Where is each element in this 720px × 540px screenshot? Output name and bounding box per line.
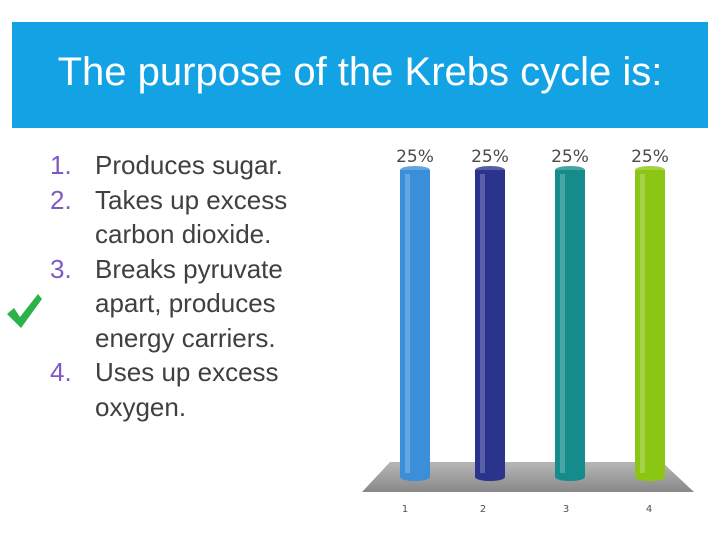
category-label-2: 2 bbox=[479, 504, 487, 515]
value-label-1: 25% bbox=[396, 147, 434, 167]
option-text: Breaks pyruvate apart, produces energy carriers. bbox=[95, 253, 283, 353]
category-label-3: 3 bbox=[562, 504, 570, 515]
category-label-4: 4 bbox=[645, 504, 653, 515]
chart-bars bbox=[400, 166, 665, 481]
answer-options-list bbox=[50, 148, 350, 424]
option-number: 2. bbox=[50, 184, 72, 215]
value-label-4: 25% bbox=[631, 147, 669, 167]
category-label-1: 1 bbox=[401, 504, 409, 515]
question-title: The purpose of the Krebs cycle is: bbox=[57, 50, 663, 94]
answer-option-4 bbox=[50, 355, 350, 424]
option-number: 1. bbox=[50, 150, 72, 180]
value-label-2: 25% bbox=[471, 147, 509, 167]
bar-4 bbox=[635, 166, 665, 481]
value-label-3: 25% bbox=[551, 147, 589, 167]
bar-2 bbox=[475, 166, 505, 481]
answer-option-2 bbox=[50, 183, 350, 252]
option-text: Takes up excess carbon dioxide. bbox=[95, 184, 288, 249]
bar-1 bbox=[400, 166, 430, 481]
chart-category-labels bbox=[402, 504, 652, 515]
option-text: Produces sugar. bbox=[95, 150, 283, 180]
chart-value-labels bbox=[396, 147, 669, 167]
bar-3 bbox=[555, 166, 585, 481]
answer-option-1 bbox=[50, 148, 350, 183]
response-bar-chart bbox=[360, 140, 700, 525]
option-number: 4. bbox=[50, 357, 72, 387]
option-number: 3. bbox=[50, 253, 72, 284]
checkmark-icon bbox=[4, 290, 44, 332]
option-text: Uses up excess oxygen. bbox=[95, 357, 279, 422]
title-banner bbox=[12, 22, 708, 128]
answer-option-3 bbox=[50, 252, 350, 356]
